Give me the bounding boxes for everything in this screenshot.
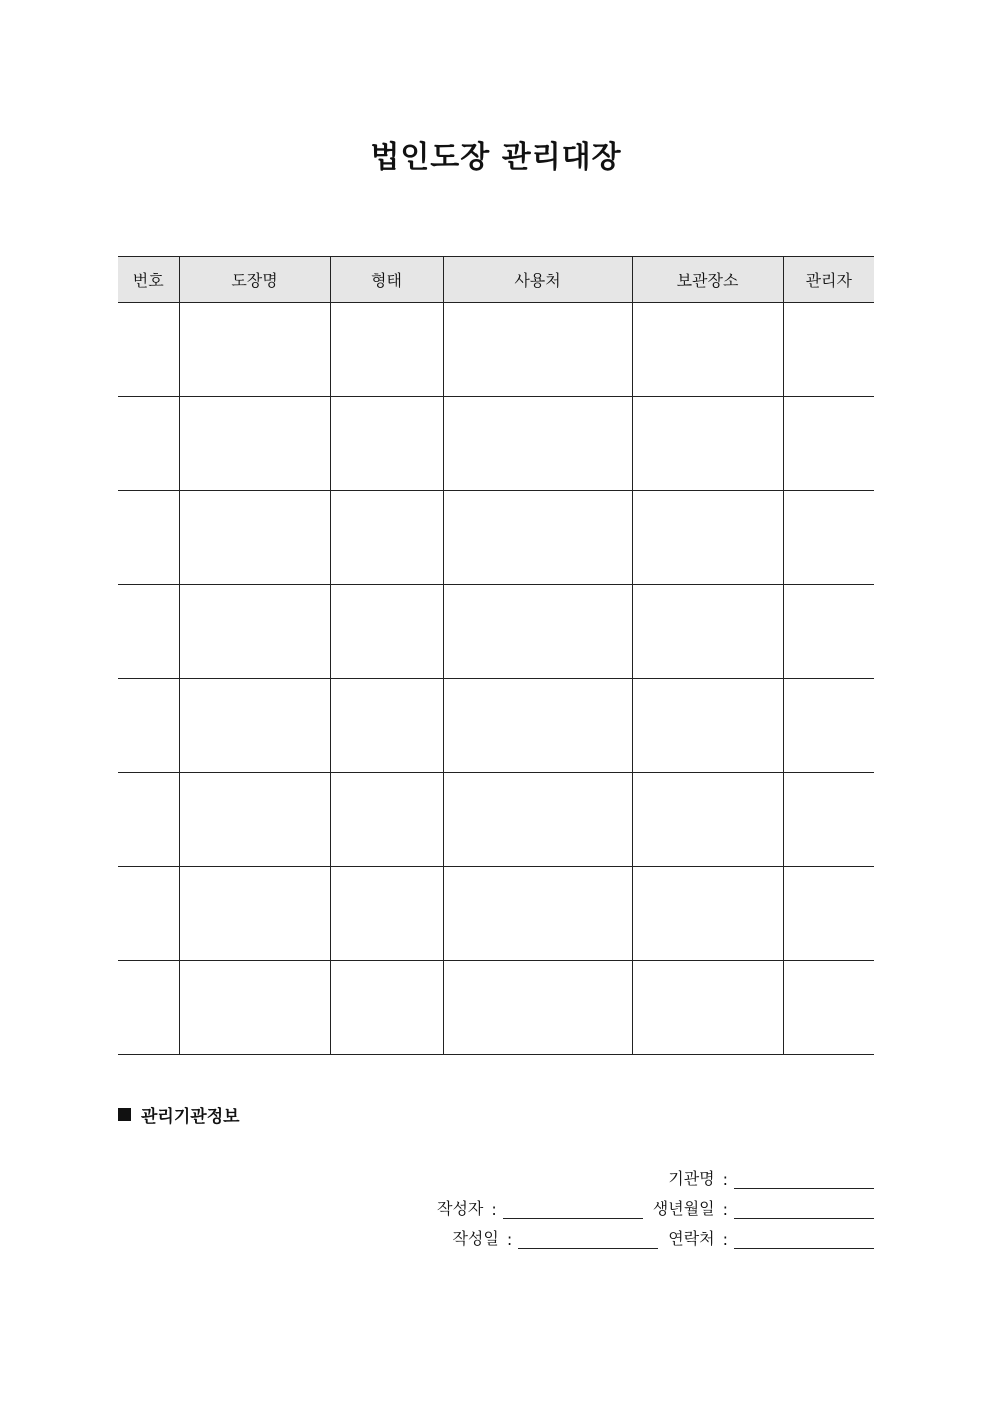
header-number: 번호 <box>118 257 179 303</box>
cell-manager[interactable] <box>783 867 874 961</box>
birthdate-blank[interactable] <box>734 1200 874 1219</box>
date-field <box>452 1226 658 1249</box>
cell-manager[interactable] <box>783 585 874 679</box>
colon: : <box>491 1200 497 1219</box>
cell-manager[interactable] <box>783 961 874 1055</box>
cell-number[interactable] <box>118 303 179 397</box>
cell-number[interactable] <box>118 961 179 1055</box>
colon: : <box>722 1170 728 1189</box>
cell-number[interactable] <box>118 585 179 679</box>
table-row <box>118 491 874 585</box>
date-label: 작성일 <box>452 1229 499 1248</box>
author-field <box>437 1196 643 1219</box>
cell-manager[interactable] <box>783 303 874 397</box>
header-type: 형태 <box>330 257 443 303</box>
cell-manager[interactable] <box>783 491 874 585</box>
cell-manager[interactable] <box>783 679 874 773</box>
seal-ledger-table <box>118 256 874 1055</box>
table-row <box>118 867 874 961</box>
cell-storage[interactable] <box>632 961 783 1055</box>
cell-storage[interactable] <box>632 773 783 867</box>
author-label: 작성자 <box>437 1199 484 1218</box>
cell-type[interactable] <box>330 679 443 773</box>
section-heading <box>118 1102 240 1127</box>
date-blank[interactable] <box>518 1230 658 1249</box>
cell-seal-name[interactable] <box>179 585 330 679</box>
cell-storage[interactable] <box>632 491 783 585</box>
cell-usage[interactable] <box>443 867 632 961</box>
cell-usage[interactable] <box>443 303 632 397</box>
colon: : <box>722 1230 728 1249</box>
cell-manager[interactable] <box>783 397 874 491</box>
cell-usage[interactable] <box>443 961 632 1055</box>
cell-number[interactable] <box>118 397 179 491</box>
cell-storage[interactable] <box>632 585 783 679</box>
table-row <box>118 679 874 773</box>
colon: : <box>722 1200 728 1219</box>
table-row <box>118 397 874 491</box>
contact-field <box>668 1226 874 1249</box>
cell-usage[interactable] <box>443 491 632 585</box>
author-blank[interactable] <box>503 1200 643 1219</box>
cell-usage[interactable] <box>443 397 632 491</box>
header-usage: 사용처 <box>443 257 632 303</box>
info-row-author <box>427 1196 874 1219</box>
cell-storage[interactable] <box>632 397 783 491</box>
cell-number[interactable] <box>118 491 179 585</box>
info-row-org <box>658 1166 874 1189</box>
square-bullet-icon <box>118 1108 131 1121</box>
table-header-row <box>118 257 874 303</box>
org-name-field <box>668 1166 874 1189</box>
cell-storage[interactable] <box>632 303 783 397</box>
cell-seal-name[interactable] <box>179 397 330 491</box>
cell-type[interactable] <box>330 397 443 491</box>
cell-usage[interactable] <box>443 585 632 679</box>
cell-seal-name[interactable] <box>179 303 330 397</box>
cell-type[interactable] <box>330 867 443 961</box>
document-title: 법인도장 관리대장 <box>370 140 622 175</box>
cell-seal-name[interactable] <box>179 491 330 585</box>
table-row <box>118 585 874 679</box>
cell-type[interactable] <box>330 303 443 397</box>
org-name-label: 기관명 <box>668 1169 715 1188</box>
birthdate-label: 생년월일 <box>652 1199 715 1218</box>
header-manager: 관리자 <box>783 257 874 303</box>
colon: : <box>506 1230 513 1249</box>
contact-label: 연락처 <box>668 1229 715 1248</box>
cell-number[interactable] <box>118 679 179 773</box>
birthdate-field <box>653 1196 874 1219</box>
cell-storage[interactable] <box>632 867 783 961</box>
cell-seal-name[interactable] <box>179 773 330 867</box>
cell-type[interactable] <box>330 773 443 867</box>
cell-usage[interactable] <box>443 679 632 773</box>
table-row <box>118 303 874 397</box>
table-row <box>118 961 874 1055</box>
cell-storage[interactable] <box>632 679 783 773</box>
contact-blank[interactable] <box>734 1230 874 1249</box>
cell-type[interactable] <box>330 585 443 679</box>
cell-seal-name[interactable] <box>179 679 330 773</box>
header-seal-name: 도장명 <box>179 257 330 303</box>
cell-type[interactable] <box>330 491 443 585</box>
table-body <box>118 303 874 1055</box>
cell-number[interactable] <box>118 773 179 867</box>
cell-manager[interactable] <box>783 773 874 867</box>
cell-seal-name[interactable] <box>179 961 330 1055</box>
table-row <box>118 773 874 867</box>
cell-seal-name[interactable] <box>179 867 330 961</box>
org-name-blank[interactable] <box>734 1170 874 1189</box>
info-row-date <box>442 1226 874 1249</box>
header-storage: 보관장소 <box>632 257 783 303</box>
cell-type[interactable] <box>330 961 443 1055</box>
cell-number[interactable] <box>118 867 179 961</box>
section-heading-label: 관리기관정보 <box>141 1107 240 1127</box>
cell-usage[interactable] <box>443 773 632 867</box>
